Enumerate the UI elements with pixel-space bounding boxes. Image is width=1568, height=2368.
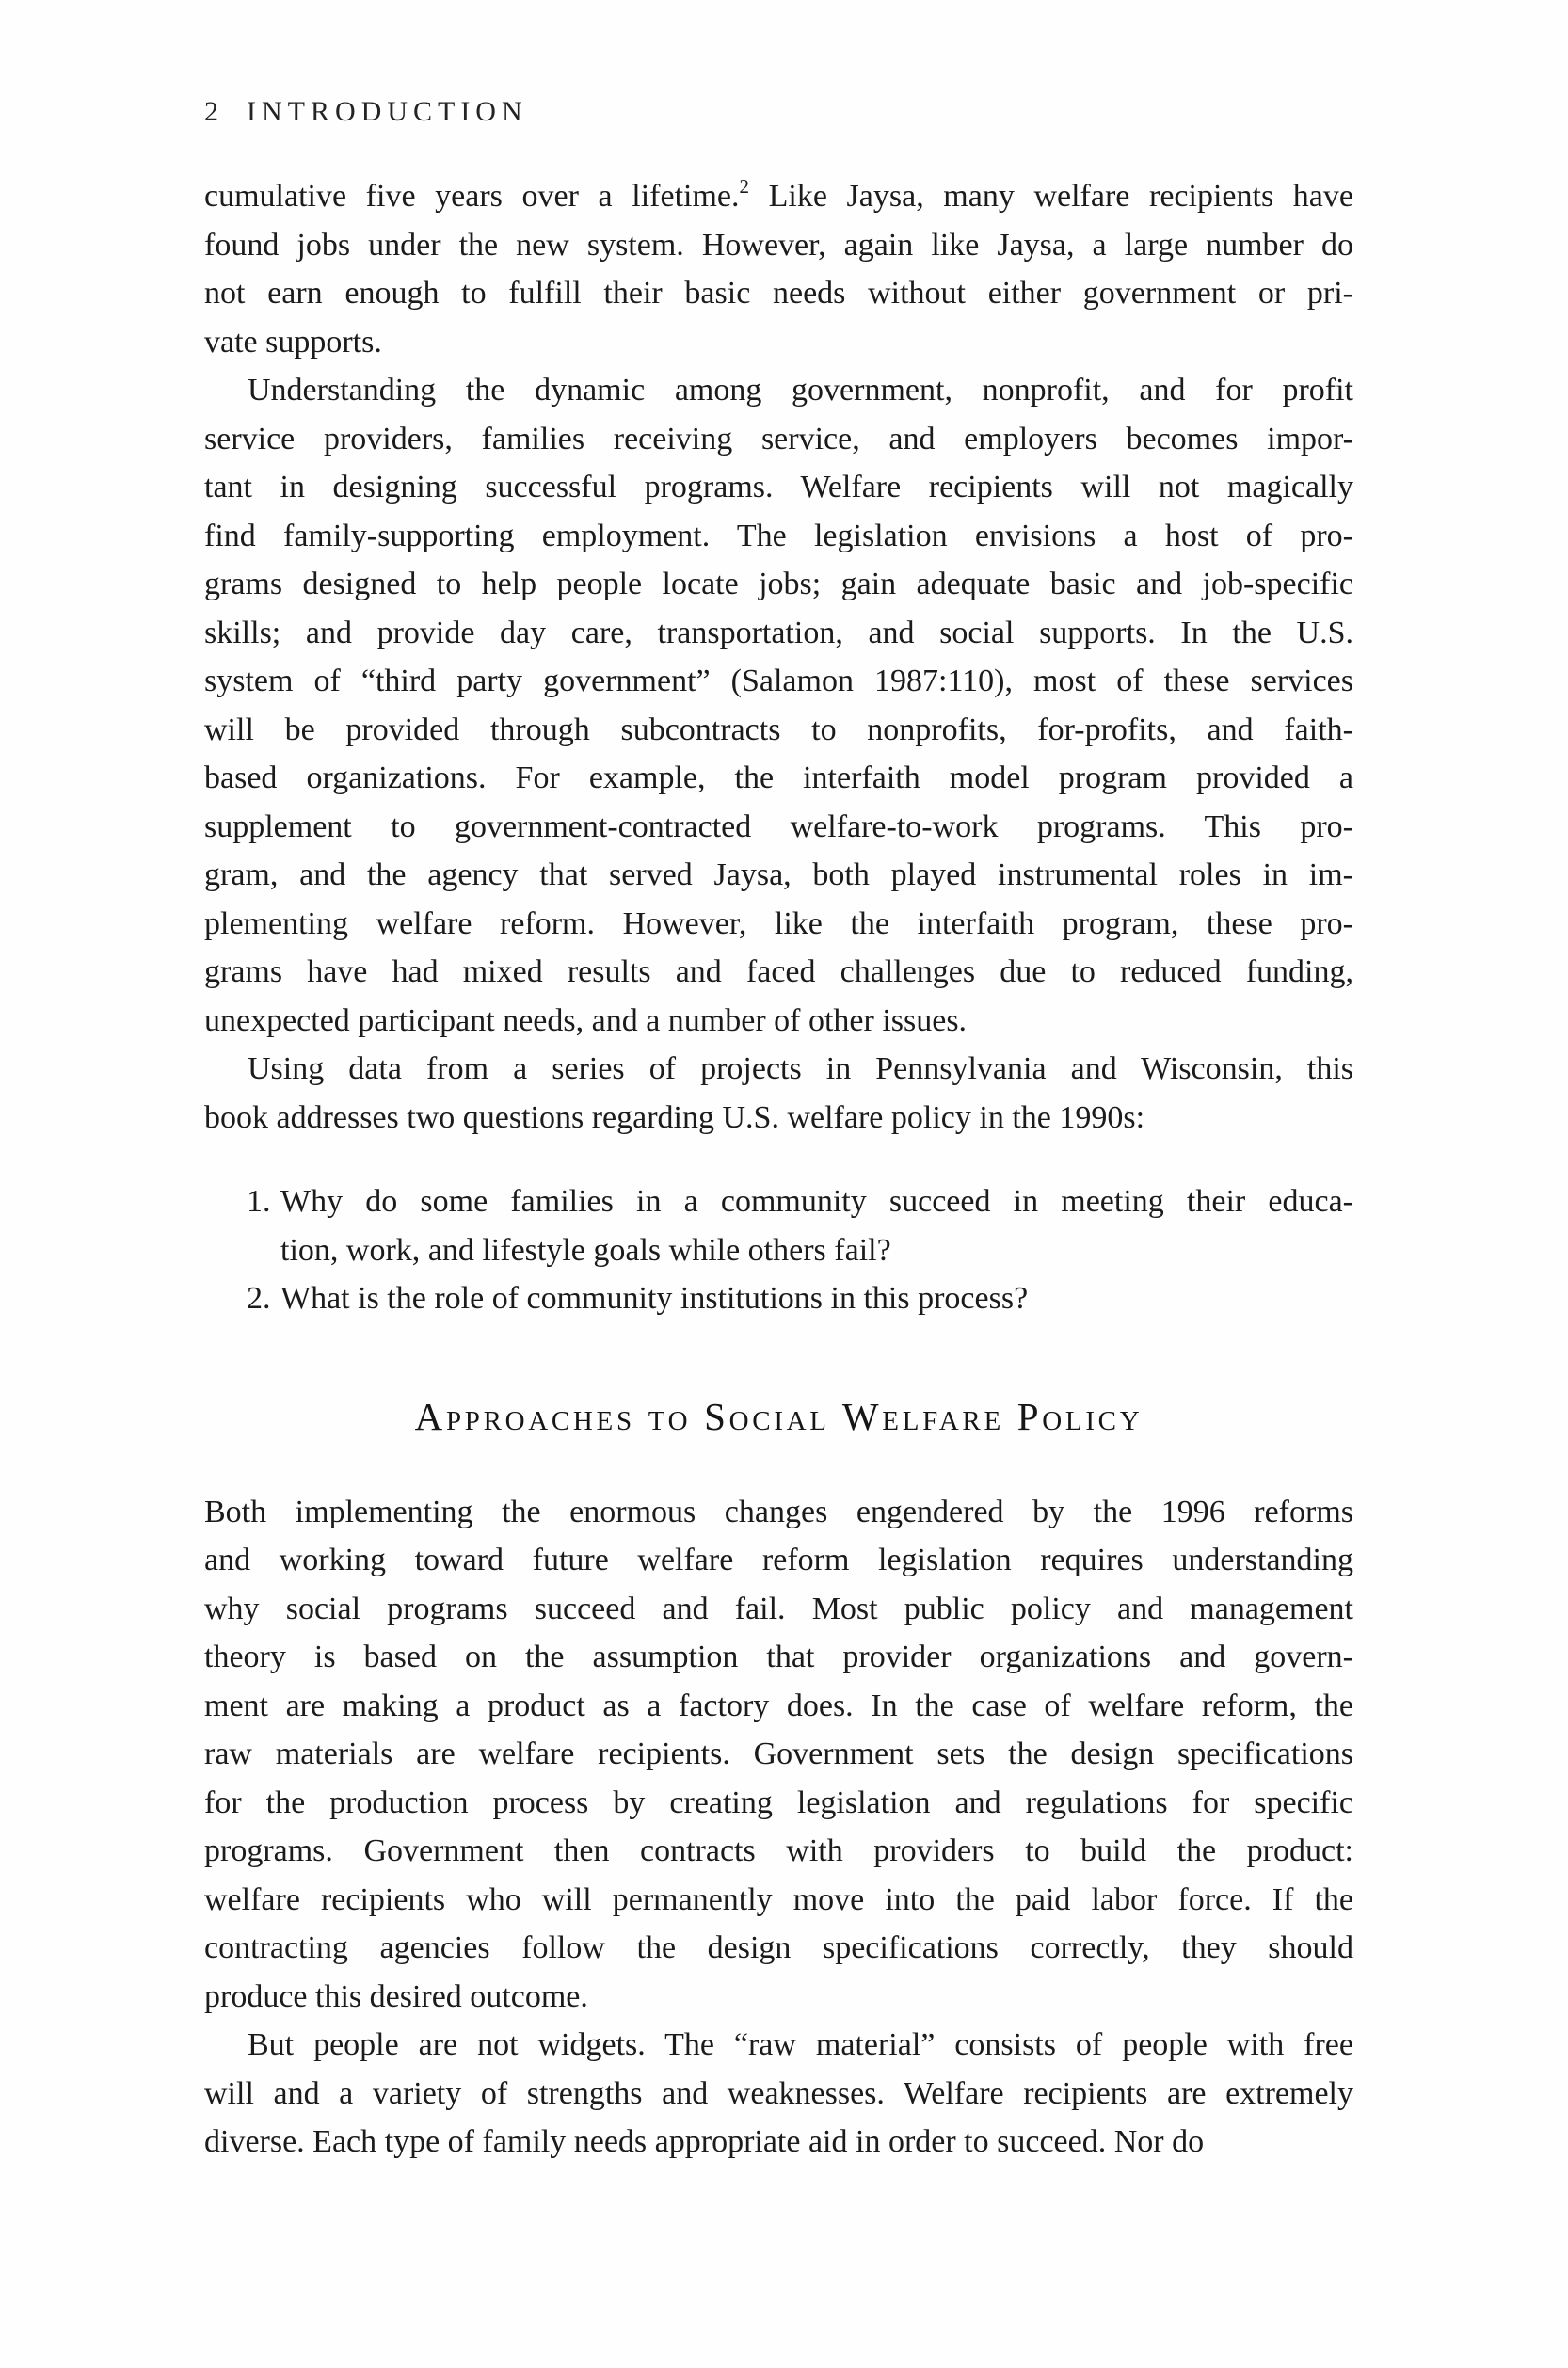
text-line: welfare recipients who will permanently move into the paid labor force. If the (204, 1881, 1353, 1917)
text-run: Like Jaysa, many welfare recipients have (749, 179, 1353, 214)
text-line: What is the role of community institutions in this process? (280, 1281, 1029, 1316)
paragraph (204, 1045, 1353, 1142)
text-line: tion, work, and lifestyle goals while others fail? (280, 1232, 891, 1268)
text-line: But people are not widgets. The “raw material” consists of people with free (248, 2027, 1353, 2062)
section-heading: Approaches to Social Welfare Policy (414, 1394, 1144, 1438)
text-line: diverse. Each type of family needs appropriate aid in order to succeed. Nor do (204, 2124, 1205, 2159)
text-line: service providers, families receiving service, and employers becomes impor- (204, 421, 1353, 456)
list-item (204, 1177, 1353, 1274)
paragraph (204, 2021, 1353, 2167)
text-line: system of “third party government” (Salamon 1987:110), most of these services (204, 664, 1353, 698)
text-line: plementing welfare reform. However, like the interfaith program, these pro- (204, 905, 1353, 941)
text-run: cumulative five years over a lifetime. (204, 179, 740, 214)
text-line: contracting agencies follow the design specifications correctly, they should (204, 1930, 1353, 1965)
running-header (204, 98, 1353, 126)
text-line: produce this desired outcome. (204, 1978, 588, 2014)
text-line: supplement to government-contracted welfare-to-work programs. This pro- (204, 808, 1353, 844)
text-line: find family-supporting employment. The legislation envisions a host of pro- (204, 518, 1353, 553)
paragraph (204, 1488, 1353, 2022)
text-line: Using data from a series of projects in Pennsylvania and Wisconsin, this (248, 1051, 1353, 1086)
paragraph (204, 366, 1353, 1045)
text-body (204, 172, 1353, 2167)
text-line: book addresses two questions regarding U.S. welfare policy in the 1990s: (204, 1099, 1145, 1135)
paragraph (204, 172, 1353, 366)
text-line: ment are making a product as a factory does. In the case of welfare reform, the (204, 1688, 1353, 1723)
text-line: grams designed to help people locate jobs; gain adequate basic and job-specific (204, 567, 1353, 601)
text-line: found jobs under the new system. However, again like Jaysa, a large number do (204, 227, 1353, 263)
text-line: vate supports. (204, 324, 382, 360)
text-line: theory is based on the assumption that provider organizations and govern- (204, 1640, 1353, 1674)
text-line: will and a variety of strengths and weaknesses. Welfare recipients are extremely (204, 2075, 1353, 2111)
text-line: why social programs succeed and fail. Most public policy and management (204, 1591, 1353, 1626)
text-line: tant in designing successful programs. Welfare recipients will not magically (204, 470, 1353, 504)
list-item (204, 1274, 1353, 1323)
text-line: for the production process by creating legislation and regulations for specific (204, 1784, 1353, 1820)
text-line: programs. Government then contracts with providers to build the product: (204, 1833, 1353, 1868)
running-head: INTRODUCTION (247, 96, 528, 127)
page-number: 2 (204, 96, 218, 127)
text-line: and working toward future welfare reform legislation requires understanding (204, 1543, 1353, 1577)
text-line: not earn enough to fulfill their basic needs without either government or pri- (204, 276, 1353, 311)
text-line: based organizations. For example, the interfaith model program provided a (204, 760, 1353, 795)
text-line: Both implementing the enormous changes engendered by the 1996 reforms (204, 1494, 1353, 1529)
list-item-number: 1. (247, 1184, 271, 1219)
text-line: skills; and provide day care, transportation, and social supports. In the U.S. (204, 615, 1353, 650)
text-line: raw materials are welfare recipients. Government sets the design specifications (204, 1736, 1353, 1771)
text-line: grams have had mixed results and faced challenges due to reduced funding, (204, 954, 1353, 989)
text-line: Understanding the dynamic among government, nonprofit, and for profit (248, 373, 1353, 408)
numbered-list (204, 1177, 1353, 1323)
text-line: unexpected participant needs, and a number of other issues. (204, 1002, 968, 1038)
text-line: will be provided through subcontracts to nonprofits, for-profits, and faith- (204, 712, 1353, 747)
text-line: Why do some families in a community succeed in meeting their educa- (280, 1184, 1353, 1219)
list-item-number: 2. (247, 1281, 271, 1316)
text-line: gram, and the agency that served Jaysa, both played instrumental roles in im- (204, 857, 1353, 892)
text-line (204, 172, 1353, 221)
footnote-reference: 2 (739, 175, 749, 198)
